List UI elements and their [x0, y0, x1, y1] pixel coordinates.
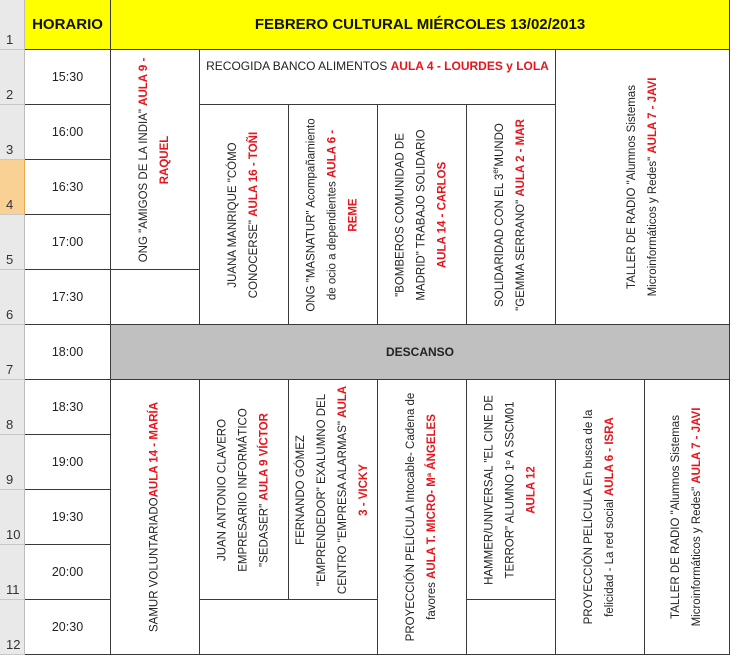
- row-header-12[interactable]: [0, 600, 25, 655]
- event-title: JUANA MANRIQUE "CÓMO CONOCERSE": [227, 141, 260, 298]
- event-ong-india[interactable]: [111, 50, 200, 270]
- time-label: 19:00: [51, 455, 84, 469]
- event-title: HAMMER/UNIVERSAL "EL CINE DE TERROR" ALUMNO 1º A SSCM01: [483, 394, 517, 585]
- event-title: FERNANDO GÓMEZ "EMPRENDEDOR" EXALUMNO DEL CENTRO "EMPRESA ALARMAS": [295, 393, 349, 594]
- time-cell[interactable]: [25, 270, 111, 325]
- event-room: AULA 7 - JAVI: [691, 407, 703, 484]
- row-number: 2: [6, 87, 14, 102]
- event-room: AULA 16 - TOÑI: [248, 131, 260, 217]
- event-text: [666, 397, 708, 637]
- event-text: [291, 385, 375, 595]
- break-label: DESCANSO: [385, 345, 454, 359]
- event-felicidad[interactable]: [556, 380, 645, 655]
- event-juana-manrique[interactable]: [200, 105, 289, 325]
- row-number: 8: [6, 417, 14, 432]
- event-taller-radio-afternoon[interactable]: [556, 50, 730, 325]
- row-header-9[interactable]: [0, 435, 25, 490]
- event-text: [223, 115, 265, 315]
- row-header-1[interactable]: [0, 0, 25, 50]
- horario-header-cell[interactable]: [25, 0, 111, 50]
- event-recogida[interactable]: [200, 50, 556, 105]
- time-cell[interactable]: [25, 545, 111, 600]
- row-header-11[interactable]: [0, 545, 25, 600]
- event-text: [145, 385, 166, 650]
- time-cell[interactable]: [25, 380, 111, 435]
- row-number: 10: [6, 527, 21, 542]
- event-masnatur[interactable]: [289, 105, 378, 325]
- event-text: [401, 390, 443, 645]
- empty-cell[interactable]: [111, 270, 200, 325]
- event-room: AULA 6 - REME: [326, 129, 360, 232]
- time-cell[interactable]: [25, 600, 111, 655]
- row-header-4-selected[interactable]: [0, 160, 25, 215]
- page-title: FEBRERO CULTURAL MIÉRCOLES 13/02/2013: [254, 16, 586, 33]
- time-cell[interactable]: [25, 160, 111, 215]
- event-room: AULA 6 - ISRA: [604, 417, 616, 496]
- title-header-cell[interactable]: [111, 0, 730, 50]
- event-solidaridad[interactable]: [467, 105, 556, 325]
- event-room: AULA 2 - MAR: [515, 118, 527, 197]
- event-title: SAMUR VOLUNTARIADO: [148, 497, 161, 633]
- time-label: 16:00: [51, 125, 84, 139]
- event-text: [134, 55, 176, 265]
- event-samur[interactable]: [111, 380, 200, 655]
- row-number: 1: [6, 32, 14, 47]
- event-text: [213, 390, 276, 590]
- empty-cell[interactable]: [200, 600, 378, 655]
- row-number: 5: [6, 252, 14, 267]
- event-room: AULA 9 VÍCTOR: [258, 412, 271, 501]
- row-header-3[interactable]: [0, 105, 25, 160]
- event-room: AULA 3 - VICKY: [337, 385, 370, 516]
- event-title: RECOGIDA BANCO ALIMENTOS: [206, 59, 391, 73]
- empty-cell[interactable]: [467, 600, 556, 655]
- time-label: 17:30: [51, 290, 84, 304]
- time-label: 15:30: [51, 70, 84, 84]
- event-text: [622, 65, 664, 310]
- row-number: 3: [6, 142, 14, 157]
- row-number: 9: [6, 472, 14, 487]
- time-label: 18:30: [51, 400, 84, 414]
- time-label: 17:00: [51, 235, 84, 249]
- event-title: TALLER DE RADIO "Alumnos Sistemas Microinformáticos y Redes": [625, 85, 659, 297]
- time-label: 20:30: [51, 620, 84, 634]
- time-cell[interactable]: [25, 435, 111, 490]
- row-header-5[interactable]: [0, 215, 25, 270]
- event-intocable[interactable]: [378, 380, 467, 655]
- time-label: 16:30: [51, 180, 84, 194]
- event-hammer[interactable]: [467, 380, 556, 600]
- time-cell[interactable]: [25, 50, 111, 105]
- row-number: 12: [6, 637, 21, 652]
- event-title: ONG "AMIGOS DE LA INDIA": [138, 105, 150, 262]
- event-text: [579, 397, 621, 637]
- event-text: [490, 110, 532, 320]
- row-header-6[interactable]: [0, 270, 25, 325]
- event-title: PROYECCIÓN PELÍCULA Intocable- Cadena de favores: [405, 392, 438, 642]
- event-title: ONG "MASNATUR" Acompañamiento de ocio a dependientes: [305, 117, 339, 312]
- row-number: 4: [6, 197, 14, 212]
- time-label: 18:00: [51, 345, 84, 359]
- row-header-10[interactable]: [0, 490, 25, 545]
- event-text: [391, 115, 454, 315]
- row-header-8[interactable]: [0, 380, 25, 435]
- time-cell[interactable]: [25, 105, 111, 160]
- time-cell[interactable]: [25, 490, 111, 545]
- superscript: er: [491, 166, 501, 174]
- row-header-2[interactable]: [0, 50, 25, 105]
- event-title: SOLIDARIDAD CON EL 3: [494, 173, 506, 307]
- row-number: 6: [6, 307, 14, 322]
- time-label: 19:30: [51, 510, 84, 524]
- event-text: [200, 50, 555, 77]
- row-header-7[interactable]: [0, 325, 25, 380]
- event-taller-radio-evening[interactable]: [645, 380, 730, 655]
- event-text: [480, 385, 543, 595]
- time-label: 20:00: [51, 565, 84, 579]
- event-text: [302, 115, 365, 315]
- event-fernando-gomez[interactable]: [289, 380, 378, 600]
- event-title-cont: MUNDO "GEMMA SERRANO": [494, 122, 527, 311]
- event-room: AULA 4 - LOURDES y LOLA: [390, 59, 549, 73]
- event-room: AULA T. MICRO- Mª ÁNGELES: [426, 414, 438, 579]
- event-title: JUAN ANTONIO CLAVERO EMPRESARIIO INFORMÁTICO "SEDASER": [216, 407, 271, 572]
- event-room: AULA 14 - CARLOS: [436, 161, 449, 268]
- event-room: AULA 9 - RAQUEL: [138, 57, 171, 184]
- row-number: 11: [6, 582, 20, 597]
- event-room: AULA 7 - JAVI: [646, 77, 659, 154]
- event-title: "BOMBEROS COMUNIDAD DE MADRID" TRABAJO SOLIDARIO: [394, 128, 428, 301]
- row-number: 7: [6, 362, 14, 377]
- horario-header: HORARIO: [32, 16, 103, 33]
- event-bomberos[interactable]: [378, 105, 467, 325]
- time-cell[interactable]: [25, 325, 111, 380]
- event-clavero[interactable]: [200, 380, 289, 600]
- event-title: PROYECCIÓN PELÍCULA En busca de la felicidad - La red social: [583, 409, 616, 625]
- event-title: TALLER DE RADIO "Alumnos Sistemas Microinformáticos y Redes": [670, 415, 703, 627]
- event-room: AULA 12: [525, 465, 538, 514]
- time-cell[interactable]: [25, 215, 111, 270]
- break-row[interactable]: [111, 325, 730, 380]
- event-room: AULA 14 - MARÍA: [148, 401, 161, 498]
